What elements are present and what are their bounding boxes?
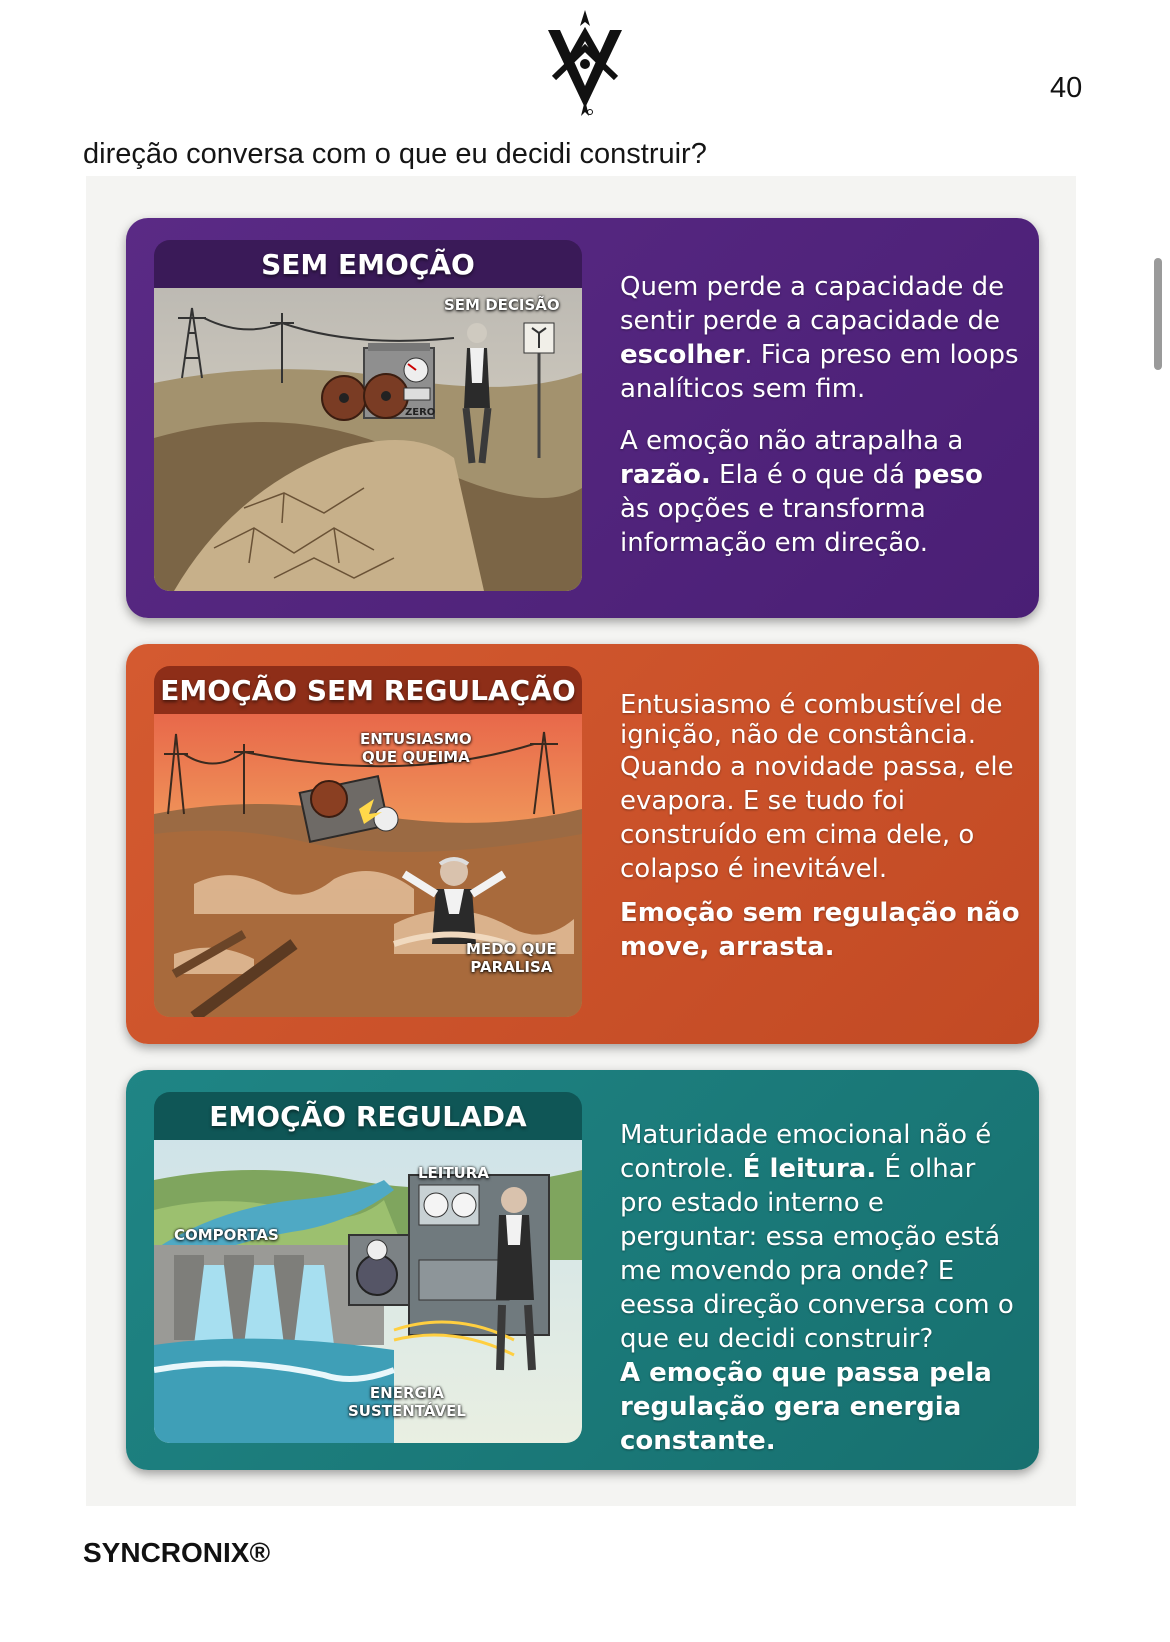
page-number: 40 [1050,72,1083,104]
label-sem-decisao: SEM DECISÃO [444,296,560,314]
illustration-title: SEM EMOÇÃO [154,240,582,288]
label-leitura: LEITURA [418,1164,489,1182]
paragraph: Emoção sem regulação não move, arrasta. [620,898,1020,962]
label-comportas: COMPORTAS [174,1226,279,1244]
panel-illustration [154,666,582,1017]
brand-crest-icon [540,8,630,120]
illustration-title: EMOÇÃO SEM REGULAÇÃO [154,666,582,714]
infographic [86,176,1076,1506]
paragraph: Entusiasmo é combustível de ignição, não de constância. [620,690,1003,750]
paragraph: Quando a novidade passa, ele evapora. E se tudo foi construído em cima dele, o colapso é inevitável. [620,752,1014,884]
panel-text [620,1118,1020,1476]
panel-emocao-sem-regulacao [126,644,1039,1044]
label-medo: MEDO QUE PARALISA [466,940,557,976]
paragraph: Maturidade emocional não é controle. É leitura. É olhar pro estado interno e perguntar: essa emoção está me movendo pra onde? E eessa direção conversa com o que eu decidi construir? [620,1120,1014,1354]
label-energia-sustentavel: ENERGIA SUSTENTÁVEL [348,1384,466,1420]
paragraph: A emoção não atrapalha a razão. Ela é o que dá peso às opções e transforma informação em direção. [620,426,983,558]
dry-landscape-illustration [154,288,582,591]
panel-emocao-regulada [126,1070,1039,1470]
footer-brand: SYNCRONIX® [83,1537,271,1568]
panel-illustration [154,240,582,591]
label-entusiasmo: ENTUSIASMO QUE QUEIMA [360,730,472,766]
illustration-title: EMOÇÃO REGULADA [154,1092,582,1140]
paragraph: A emoção que passa pela regulação gera energia constante. [620,1358,992,1456]
paragraph: Quem perde a capacidade de sentir perde a capacidade de escolher. Fica preso em loops analíticos sem fim. [620,272,1019,404]
panel-illustration [154,1092,582,1443]
intro-text: direção conversa com o que eu decidi construir? [83,138,707,170]
panel-text [620,690,1020,982]
scrollbar-thumb[interactable] [1154,258,1162,370]
panel-text [620,270,1020,578]
panel-sem-emocao [126,218,1039,618]
label-gauge-zero: ZERO [405,407,436,418]
